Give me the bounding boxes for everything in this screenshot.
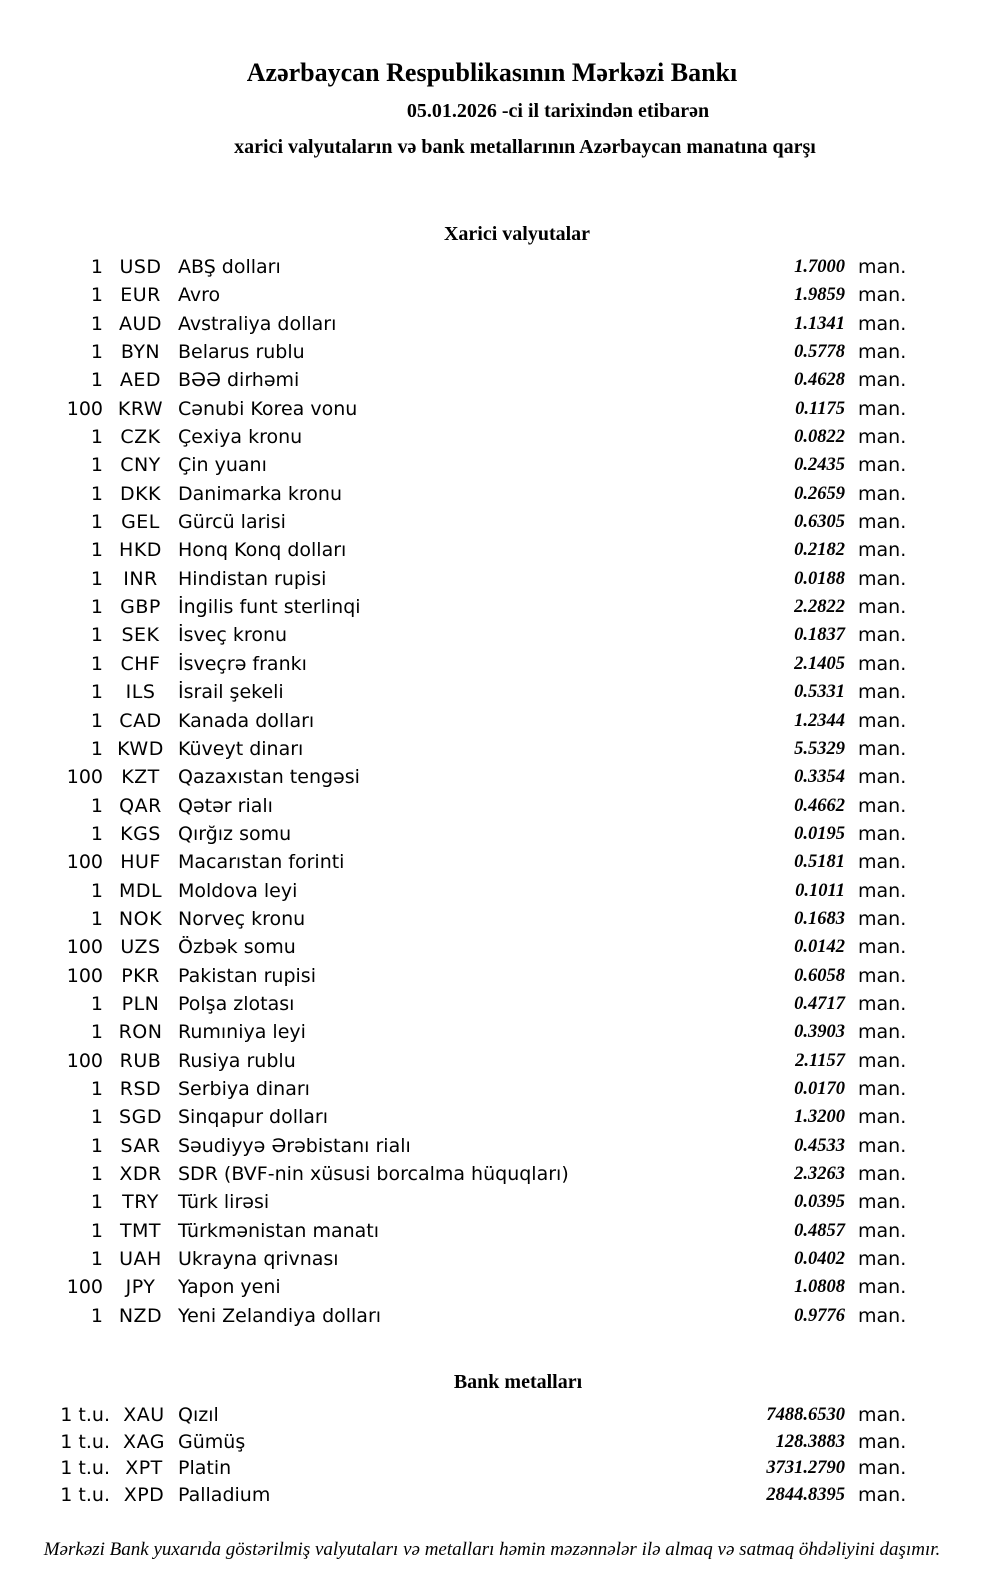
currency-row	[0, 1273, 913, 1301]
effective-date-line: 05.01.2026 -ci il tarixindən etibarən	[406, 100, 710, 122]
rate-row-currency-name: Cənubi Korea vonu	[178, 397, 358, 420]
rate-row-quantity: 1	[90, 539, 103, 562]
rate-row-currency-name: Qətər rialı	[178, 794, 273, 817]
rate-row-currency-name: BƏƏ dirhəmi	[178, 369, 300, 392]
rate-row-quantity: 1	[90, 482, 103, 505]
rate-row-unit-label: man.	[858, 1483, 907, 1506]
currency-row	[0, 848, 913, 876]
rate-row-value: 3731.2790	[766, 1458, 845, 1479]
rate-row-quantity: 1	[90, 1163, 103, 1185]
currency-row	[0, 962, 913, 990]
rate-row-unit-label: man.	[858, 369, 907, 392]
foreign-currencies-list	[0, 253, 913, 1330]
rate-row-currency-name: İsveçrə frankı	[178, 652, 307, 675]
rate-row-value: 1.2344	[794, 710, 845, 731]
currency-row	[0, 877, 913, 905]
rate-row-unit-label: man.	[858, 822, 907, 845]
rate-row-value: 0.1683	[794, 908, 845, 929]
rate-row-currency-name: Özbək somu	[178, 936, 296, 959]
rate-row-unit-label: man.	[858, 1430, 907, 1453]
currency-row	[0, 480, 913, 508]
rate-row-currency-code: TRY	[122, 1191, 159, 1214]
rate-row-quantity: 1	[90, 284, 103, 307]
rate-row-unit-label: man.	[858, 1457, 907, 1480]
rate-row-currency-name: İngilis funt sterlinqi	[178, 596, 361, 619]
rate-row-currency-code: XAU	[123, 1404, 165, 1426]
rate-row-value: 0.4628	[794, 370, 845, 391]
rate-row-currency-code: KRW	[117, 397, 164, 420]
rate-row-unit-label: man.	[858, 482, 907, 505]
rate-row-currency-name: Macarıstan forinti	[178, 851, 345, 874]
rate-row-unit-label: man.	[858, 567, 907, 590]
rate-row-currency-code: USD	[119, 256, 162, 278]
rate-row-currency-code: GBP	[120, 596, 161, 619]
rate-row-currency-name: ABŞ dolları	[178, 256, 281, 278]
rate-row-currency-name: Sinqapur dolları	[178, 1106, 329, 1129]
currency-row	[0, 1018, 913, 1046]
rate-row-currency-name: Yeni Zelandiya dolları	[178, 1304, 382, 1327]
rate-row-value: 128.3883	[775, 1431, 845, 1452]
rate-row-currency-code: AED	[119, 369, 162, 392]
rate-row-currency-name: Yapon yeni	[178, 1276, 281, 1299]
rate-row-quantity: 1	[90, 312, 103, 335]
rate-row-quantity: 1	[90, 1077, 103, 1100]
rate-row-quantity: 1	[90, 511, 103, 534]
rate-row-quantity: 1	[90, 624, 103, 647]
rate-row-currency-code: AUD	[118, 312, 163, 335]
currency-row	[0, 281, 913, 309]
rate-row-currency-code: TMT	[119, 1219, 162, 1242]
rate-row-value: 0.1837	[794, 625, 845, 646]
rate-row-currency-code: QAR	[119, 794, 162, 817]
rate-row-currency-code: DKK	[119, 482, 162, 505]
rate-row-currency-name: Səudiyyə Ərəbistanı rialı	[178, 1134, 411, 1157]
rate-row-value: 2.1157	[795, 1050, 845, 1071]
rate-row-currency-name: Danimarka kronu	[178, 482, 343, 505]
rate-row-quantity: 1	[90, 596, 103, 619]
rate-row-value: 0.5181	[794, 852, 845, 873]
rate-row-value: 2.3263	[794, 1164, 845, 1184]
rate-row-currency-code: CNY	[120, 454, 161, 477]
rate-row-currency-code: RSD	[119, 1077, 162, 1100]
rate-row-currency-code: UZS	[120, 936, 161, 959]
rate-row-quantity: 1	[90, 879, 103, 902]
rate-row-currency-name: Palladium	[178, 1483, 271, 1506]
rate-row-currency-code: SGD	[119, 1106, 162, 1129]
currency-row	[0, 1047, 913, 1075]
rate-row-currency-code: ILS	[125, 681, 156, 704]
rate-row-unit-label: man.	[858, 992, 907, 1015]
rate-row-value: 0.0195	[794, 823, 845, 844]
rate-row-quantity: 1	[90, 1134, 103, 1157]
rate-row-unit-label: man.	[858, 1134, 907, 1157]
currency-row	[0, 1103, 913, 1131]
rate-row-value: 0.0188	[794, 568, 845, 589]
rate-row-quantity: 1	[90, 1304, 103, 1327]
rate-row-currency-code: RON	[118, 1021, 163, 1044]
rate-row-quantity: 1 t.u.	[60, 1483, 110, 1506]
rate-row-currency-name: Qazaxıstan tengəsi	[178, 766, 360, 789]
rate-row-quantity: 100	[66, 1276, 103, 1299]
page-title: Azərbaycan Respublikasının Mərkəzi Bankı	[246, 58, 738, 87]
rate-row-value: 2.1405	[794, 653, 845, 674]
rate-row-unit-label: man.	[858, 964, 907, 987]
rate-row-currency-name: Rumıniya leyi	[178, 1021, 306, 1044]
currency-row	[0, 536, 913, 564]
rate-row-quantity: 1	[90, 992, 103, 1015]
rate-row-currency-code: BYN	[120, 341, 161, 364]
rate-row-currency-code: HUF	[120, 851, 161, 874]
page-subtitle: xarici valyutaların və bank metallarının Azərbaycan manatına qarşı	[234, 136, 816, 158]
rate-row-quantity: 1	[90, 1219, 103, 1242]
rate-row-currency-name: Moldova leyi	[178, 879, 298, 902]
rate-row-value: 0.0822	[794, 427, 845, 448]
foreign-currencies-heading: Xarici valyutalar	[443, 223, 591, 245]
rate-row-value: 0.6305	[794, 512, 845, 533]
rate-row-unit-label: man.	[858, 624, 907, 647]
rate-row-quantity: 1	[90, 1106, 103, 1129]
rate-row-unit-label: man.	[858, 1163, 907, 1185]
rate-row-currency-code: XPT	[125, 1457, 163, 1480]
currency-row	[0, 310, 913, 338]
rate-row-unit-label: man.	[858, 794, 907, 817]
rate-row-value: 0.2435	[794, 455, 845, 476]
rate-row-unit-label: man.	[858, 511, 907, 534]
rate-row-value: 0.1011	[795, 880, 845, 901]
rate-row-currency-name: Rusiya rublu	[178, 1049, 296, 1072]
rate-row-quantity: 1	[90, 454, 103, 477]
bank-metals-heading: Bank metalları	[453, 1371, 583, 1393]
rate-row-currency-code: XDR	[119, 1163, 162, 1185]
rate-row-quantity: 1	[90, 256, 103, 278]
rate-row-currency-code: KZT	[121, 766, 160, 789]
currency-row	[0, 508, 913, 536]
rate-row-quantity: 1	[90, 369, 103, 392]
rate-row-currency-name: Norveç kronu	[178, 907, 306, 930]
rate-row-quantity: 1	[90, 426, 103, 449]
rate-row-quantity: 100	[66, 766, 103, 789]
currency-row	[0, 366, 913, 394]
rate-row-quantity: 100	[66, 1049, 103, 1072]
rate-row-unit-label: man.	[858, 1049, 907, 1072]
rate-row-quantity: 100	[66, 964, 103, 987]
rate-row-currency-code: XAG	[123, 1430, 165, 1453]
rate-row-value: 1.7000	[794, 257, 845, 277]
rate-row-currency-name: Pakistan rupisi	[178, 964, 316, 987]
currency-row	[0, 565, 913, 593]
rate-row-quantity: 100	[66, 936, 103, 959]
rate-row-value: 0.0402	[794, 1249, 845, 1270]
rate-row-unit-label: man.	[858, 851, 907, 874]
rate-row-currency-code: HKD	[119, 539, 162, 562]
currency-row	[0, 1245, 913, 1273]
rate-row-currency-name: Qırğız somu	[178, 822, 292, 845]
rate-row-value: 0.0142	[794, 937, 845, 958]
rate-row-unit-label: man.	[858, 539, 907, 562]
rate-row-currency-name: Avstraliya dolları	[178, 312, 337, 335]
currency-row	[0, 395, 913, 423]
rate-row-value: 2844.8395	[766, 1484, 845, 1505]
bank-metals-list	[0, 1402, 913, 1508]
rate-row-currency-name: Kanada dolları	[178, 709, 315, 732]
metal-row	[0, 1482, 913, 1509]
rate-row-unit-label: man.	[858, 766, 907, 789]
rate-row-value: 0.0395	[794, 1192, 845, 1213]
rate-row-quantity: 1	[90, 822, 103, 845]
footer-note: Mərkəzi Bank yuxarıda göstərilmiş valyutaları və metalları həmin məzənnələr ilə almaq və satmaq öhdəliyini daşımır.	[43, 1539, 941, 1560]
rate-row-currency-code: SAR	[120, 1134, 161, 1157]
rate-row-currency-name: Gürcü larisi	[178, 511, 286, 534]
metal-row	[0, 1402, 913, 1429]
rate-row-quantity: 100	[66, 851, 103, 874]
rate-row-unit-label: man.	[858, 1248, 907, 1271]
currency-row	[0, 1188, 913, 1216]
currency-row	[0, 621, 913, 649]
rate-row-value: 0.3903	[794, 1022, 845, 1043]
currency-row	[0, 650, 913, 678]
currency-row	[0, 933, 913, 961]
rate-row-value: 5.5329	[794, 738, 845, 759]
rate-row-currency-code: RUB	[119, 1049, 162, 1072]
rate-row-quantity: 1 t.u.	[60, 1404, 110, 1426]
rate-row-quantity: 1	[90, 567, 103, 590]
rate-row-unit-label: man.	[858, 907, 907, 930]
rate-row-value: 0.5331	[794, 682, 845, 703]
rate-row-currency-code: KWD	[117, 737, 164, 760]
rate-row-currency-code: PKR	[121, 964, 160, 987]
currency-row	[0, 253, 913, 281]
rate-row-unit-label: man.	[858, 1077, 907, 1100]
rate-row-value: 2.2822	[794, 597, 845, 618]
rate-row-quantity: 1 t.u.	[60, 1457, 110, 1480]
rate-row-unit-label: man.	[858, 709, 907, 732]
rate-row-unit-label: man.	[858, 454, 907, 477]
rate-row-unit-label: man.	[858, 1304, 907, 1327]
rate-row-unit-label: man.	[858, 1404, 907, 1426]
rate-row-quantity: 1	[90, 341, 103, 364]
rate-row-quantity: 1	[90, 1248, 103, 1271]
rate-row-currency-name: Çin yuanı	[178, 454, 267, 477]
rate-row-currency-code: MDL	[118, 879, 163, 902]
currency-row	[0, 451, 913, 479]
currency-row	[0, 593, 913, 621]
metal-row	[0, 1455, 913, 1482]
rate-row-currency-name: Küveyt dinarı	[178, 737, 304, 760]
rate-row-unit-label: man.	[858, 1106, 907, 1129]
rate-row-currency-name: Avro	[178, 284, 221, 307]
rate-row-value: 1.3200	[794, 1107, 845, 1128]
rate-row-currency-code: SEK	[121, 624, 160, 647]
rate-row-currency-code: NZD	[118, 1304, 163, 1327]
rate-row-quantity: 1	[90, 907, 103, 930]
rate-row-currency-name: Türk lirəsi	[178, 1191, 270, 1214]
rate-row-unit-label: man.	[858, 1191, 907, 1214]
rate-row-unit-label: man.	[858, 1021, 907, 1044]
rate-row-currency-code: CZK	[120, 426, 161, 449]
currency-row	[0, 338, 913, 366]
rate-row-currency-code: INR	[123, 567, 158, 590]
rate-row-currency-name: Gümüş	[178, 1430, 246, 1453]
rate-row-quantity: 1	[90, 709, 103, 732]
currency-row	[0, 678, 913, 706]
rate-row-value: 1.1341	[794, 313, 845, 334]
rate-row-value: 0.4717	[794, 993, 845, 1014]
rate-row-currency-name: Polşa zlotası	[178, 992, 295, 1015]
rate-row-currency-code: UAH	[119, 1248, 162, 1271]
rate-row-quantity: 1	[90, 1021, 103, 1044]
rate-row-unit-label: man.	[858, 284, 907, 307]
rate-row-unit-label: man.	[858, 1219, 907, 1242]
rate-row-currency-code: PLN	[121, 992, 160, 1015]
currency-row	[0, 820, 913, 848]
rate-row-currency-code: XPD	[123, 1483, 165, 1506]
rate-row-currency-name: Honq Konq dolları	[178, 539, 347, 562]
currency-row	[0, 905, 913, 933]
rate-row-quantity: 100	[66, 397, 103, 420]
currency-row	[0, 990, 913, 1018]
currency-row	[0, 423, 913, 451]
rate-row-currency-code: CAD	[119, 709, 162, 732]
rate-row-quantity: 1	[90, 1191, 103, 1214]
rate-row-currency-name: İsveç kronu	[178, 624, 288, 647]
currency-row	[0, 1160, 913, 1188]
rate-row-unit-label: man.	[858, 341, 907, 364]
rate-row-unit-label: man.	[858, 596, 907, 619]
rate-row-unit-label: man.	[858, 936, 907, 959]
rate-row-quantity: 1	[90, 681, 103, 704]
rate-row-currency-code: GEL	[121, 511, 160, 534]
rate-row-value: 1.0808	[794, 1277, 845, 1298]
rate-row-value: 0.0170	[794, 1078, 845, 1099]
rate-row-currency-name: Hindistan rupisi	[178, 567, 327, 590]
currency-row	[0, 1302, 913, 1330]
rate-row-value: 0.1175	[795, 398, 845, 419]
rate-row-currency-name: Ukrayna qrivnası	[178, 1248, 339, 1271]
rate-row-currency-code: EUR	[120, 284, 161, 307]
rate-row-unit-label: man.	[858, 1276, 907, 1299]
rate-row-unit-label: man.	[858, 879, 907, 902]
currency-row	[0, 792, 913, 820]
rate-row-unit-label: man.	[858, 652, 907, 675]
metal-row	[0, 1429, 913, 1456]
rate-row-value: 0.6058	[794, 965, 845, 986]
currency-row	[0, 735, 913, 763]
rate-row-value: 0.4533	[794, 1135, 845, 1156]
rate-row-currency-name: Çexiya kronu	[178, 426, 303, 449]
rate-row-value: 1.9859	[794, 285, 845, 306]
rate-row-value: 0.9776	[794, 1305, 845, 1326]
currency-row	[0, 707, 913, 735]
rate-row-value: 0.2659	[794, 483, 845, 504]
rate-row-unit-label: man.	[858, 681, 907, 704]
rate-row-unit-label: man.	[858, 312, 907, 335]
rate-row-currency-code: JPY	[125, 1276, 156, 1299]
rate-row-quantity: 1	[90, 794, 103, 817]
rate-row-currency-name: Platin	[178, 1457, 232, 1480]
rate-row-unit-label: man.	[858, 397, 907, 420]
rate-row-currency-code: NOK	[118, 907, 163, 930]
rate-row-currency-name: Qızıl	[178, 1404, 219, 1426]
currency-row	[0, 763, 913, 791]
rate-row-currency-name: İsrail şekeli	[178, 681, 284, 704]
rate-row-unit-label: man.	[858, 426, 907, 449]
rate-row-quantity: 1 t.u.	[60, 1430, 110, 1453]
rate-row-value: 0.2182	[794, 540, 845, 561]
rate-row-currency-name: Belarus rublu	[178, 341, 305, 364]
rate-row-value: 0.4857	[794, 1220, 845, 1241]
rate-row-currency-name: SDR (BVF-nin xüsusi borcalma hüquqları)	[178, 1163, 569, 1185]
rate-row-quantity: 1	[90, 737, 103, 760]
rate-row-currency-name: Serbiya dinarı	[178, 1077, 310, 1100]
rate-row-unit-label: man.	[858, 737, 907, 760]
rate-row-value: 0.5778	[794, 342, 845, 363]
rate-row-unit-label: man.	[858, 256, 907, 278]
rate-row-value: 7488.6530	[766, 1405, 845, 1425]
rate-row-currency-name: Türkmənistan manatı	[178, 1219, 380, 1242]
rate-row-currency-code: CHF	[120, 652, 161, 675]
rate-row-currency-code: KGS	[120, 822, 161, 845]
currency-row	[0, 1075, 913, 1103]
currency-row	[0, 1132, 913, 1160]
currency-row	[0, 1217, 913, 1245]
rate-row-value: 0.4662	[794, 795, 845, 816]
rate-row-quantity: 1	[90, 652, 103, 675]
rate-row-value: 0.3354	[794, 767, 845, 788]
